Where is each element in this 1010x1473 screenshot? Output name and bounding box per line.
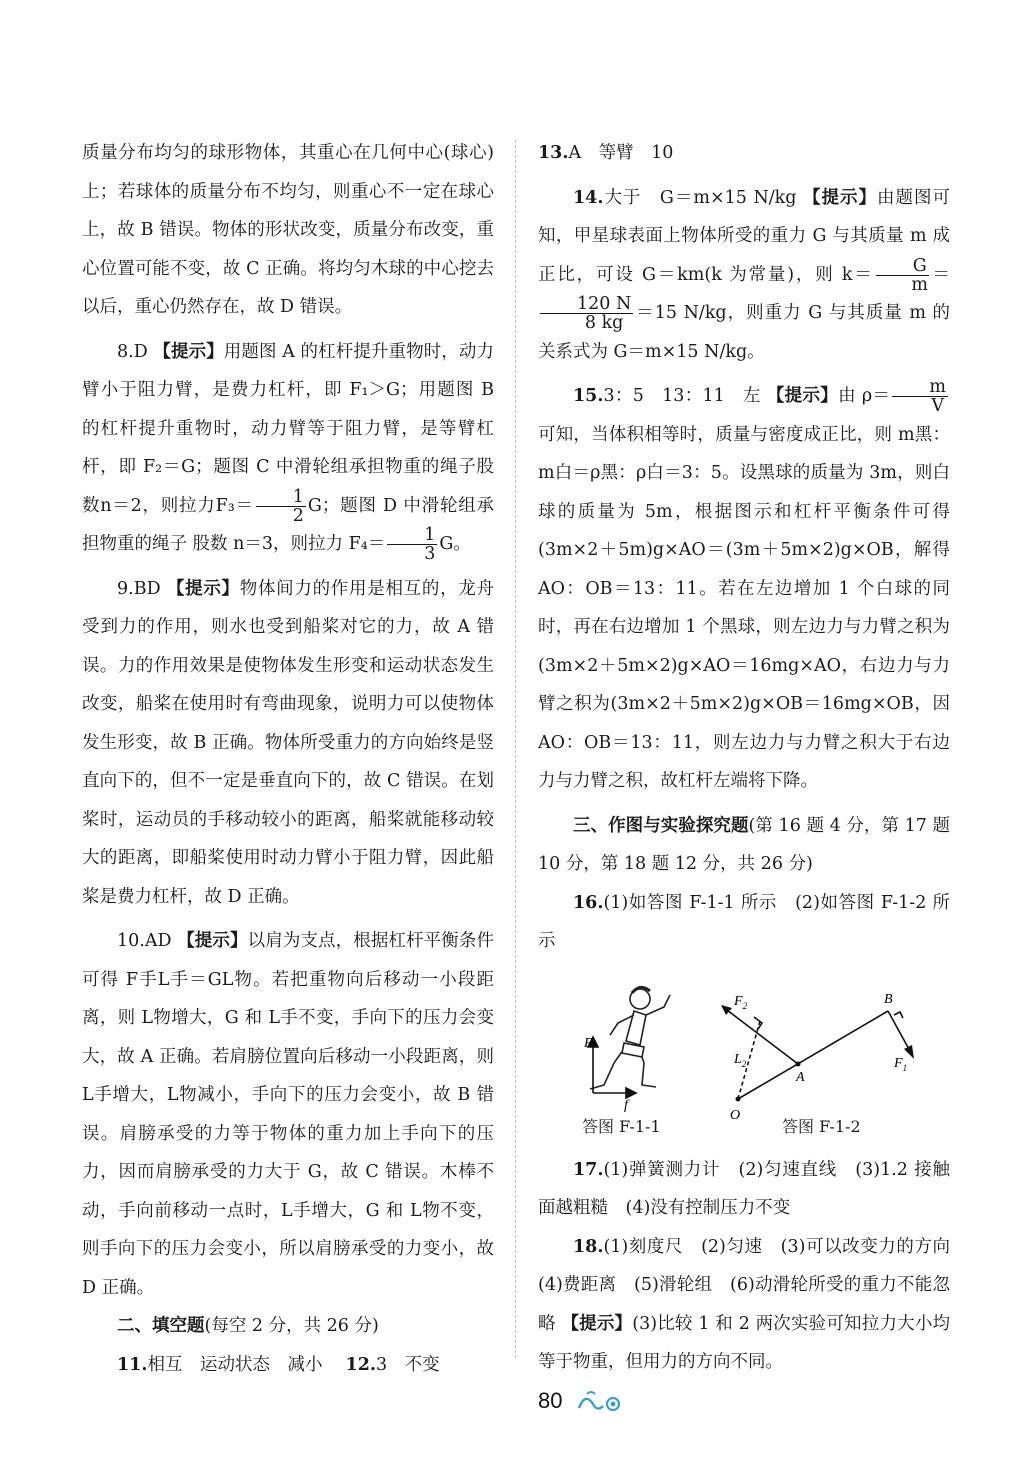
q8-text-1: 用题图 A 的杠杆提升重物时，动力臂小于阻力臂，是费力杠杆，即 F₁＞G；用题图 B 的杠杆提升重物时，动力臂等于阻力臂，是等臂杠杆，即 F₂＝G；题图 C 中滑轮组承担物重的绳子股数n＝2，则拉力F₃＝ (82, 341, 495, 516)
q14-number: 14. (573, 187, 604, 208)
q16-text: (1)如答图 F-1-1 所示 (2)如答图 F-1-2 所示 (538, 892, 950, 951)
fig2-label-B: B (884, 991, 893, 1007)
q11-q12 (82, 1346, 494, 1385)
section-3-note: (第 16 题 4 分，第 17 题 10 分，第 18 题 12 分，共 26 分) (538, 815, 951, 874)
fig2-point-O (736, 1096, 741, 1101)
fig2-right-angle-2 (894, 1012, 903, 1018)
section-3-title: 三、作图与实验探究题 (573, 815, 749, 836)
left-column (82, 134, 494, 1384)
right-column (538, 134, 968, 1382)
q7-continuation: 质量分布均匀的球形物体，其重心在几何中心(球心)上；若球体的质量分布不均匀，则重心不一定在球心上，故 B 错误。物体的形状改变，质量分布改变，重心位置可能不变，故 C 正确。将均匀木球的中心挖去以后，重心仍然存在，故 D 错误。 (82, 143, 494, 317)
q17-text: (1)弹簧测力计 (2)匀速直线 (3)1.2 接触面越粗糙 (4)没有控制压力不变 (538, 1159, 950, 1218)
fig2-right-angle-1 (754, 1017, 762, 1029)
q18-text-1: (1)刻度尺 (2)匀速 (3)可以改变力的方向 (4)费距离 (5)滑轮组 (6)动滑轮所受的重力不能忽略 (538, 1236, 968, 1334)
runner-figure (590, 987, 670, 1089)
q8-number: 8. (117, 341, 134, 362)
q8 (82, 333, 494, 564)
fig2-point-A (796, 1061, 801, 1066)
section-2-title: 二、填空题 (117, 1316, 205, 1336)
q10-hint-label: 【提示】 (177, 931, 248, 951)
fig1-label-f: f (624, 1097, 628, 1113)
decorative-swirl-icon (575, 1388, 627, 1416)
q18 (538, 1228, 968, 1382)
fig2-force-F1-line (888, 1011, 910, 1051)
q17 (538, 1151, 950, 1228)
q15-text-1: 3：5 13：11 左 (603, 386, 761, 406)
q17-number: 17. (573, 1159, 604, 1180)
answer-figures (538, 969, 950, 1123)
q15-text-2: 由 ρ＝ (838, 386, 891, 406)
q15-fraction-m-over-v: $\frac{m}{V}$ (892, 378, 948, 415)
runner-torso (626, 1011, 646, 1045)
q9-text: 物体间力的作用是相互的，龙舟受到力的作用，则水也受到船桨对它的力，故 A 错误。力的作用效果是使物体发生形变和运动状态发生改变，船桨在使用时有弯曲现象，说明力可以使物体发生形变，故 B 正确。物体所受重力的方向始终是竖直向下的，但不一定是垂直向下的，故 C 错误。在划桨时，运动员的手移动较小的距离，船桨就能移动较大的距离，即船桨使用时动力臂小于阻力臂，因此船桨是费力杠杆，故 D 正确。 (82, 578, 495, 907)
q13-text: A 等臂 10 (568, 143, 674, 163)
section-2-heading (82, 1307, 494, 1346)
q10-answer: AD (144, 931, 172, 951)
page-number: 80 (538, 1388, 563, 1413)
fig1-force-f (593, 1088, 636, 1098)
section-3-heading (538, 807, 950, 884)
q8-hint-label: 【提示】 (153, 341, 224, 362)
q14-fraction-g-over-m: $\frac{G}{m}$ (876, 257, 929, 294)
q12-text: 3 不变 (375, 1354, 440, 1375)
q14-text-1: 大于 G＝m×15 N/kg (603, 187, 797, 208)
q14-text-3: ＝ (930, 264, 951, 285)
q8-fraction-third: $\frac{1}{3}$ (387, 526, 437, 563)
fig2-label-L2: $L_2$ (734, 1051, 747, 1069)
fig2-caption: 答图 F-1-2 (782, 1116, 861, 1136)
q12-number: 12. (345, 1354, 376, 1375)
q10 (82, 922, 494, 1307)
section-2-note: (每空 2 分，共 26 分) (204, 1316, 379, 1336)
q8-text-3: G。 (439, 534, 471, 554)
figure-captions (538, 1111, 950, 1151)
q9 (82, 570, 494, 917)
q10-number: 10. (117, 931, 145, 951)
q14-hint-label: 【提示】 (803, 187, 878, 208)
figures-svg (538, 969, 950, 1123)
lever-diagram (723, 1007, 910, 1099)
q15-number: 15. (573, 386, 604, 406)
q14-fraction-120n-8kg: $\frac{120 N}{8 kg}$ (540, 295, 633, 332)
q8-fraction-half: $\frac{1}{2}$ (256, 488, 306, 525)
q16-number: 16. (573, 892, 604, 913)
fig2-F1-arrowhead (904, 1045, 914, 1059)
fig2-label-A: A (796, 1069, 805, 1085)
q11-text: 相互 运动状态 减小 (147, 1354, 323, 1375)
q15-hint-label: 【提示】 (766, 386, 839, 406)
fig1-label-F: F (584, 1035, 593, 1051)
q9-hint-label: 【提示】 (166, 578, 240, 599)
q8-answer: D (133, 341, 148, 362)
q14-text-4: ＝15 N/kg，则重力 G 与其质量 m 的关系式为 G＝m×15 N/kg。 (538, 303, 950, 362)
q14 (538, 179, 950, 372)
q18-number: 18. (573, 1236, 604, 1257)
q13 (538, 134, 950, 173)
q18-text-2: (3)比较 1 和 2 两次实验可知拉力大小均等于物重，但用力的方向不同。 (538, 1313, 951, 1372)
fig2-label-F1: $F_1$ (894, 1055, 908, 1073)
q18-hint-label: 【提示】 (561, 1313, 633, 1334)
q10-text: 以肩为支点，根据杠杆平衡条件可得 F手L手＝GL物。若把重物向后移动一小段距离，则 L物增大，G 和 L手不变，手向下的压力会变大，故 A 正确。若肩膀位置向后移动一小段距离，则 L手增大，L物减小，手向下的压力会变小，故 B 错误。肩膀承受的力等于物体的重力加上手向下的压力，因而肩膀承受的力大于 G，故 C 错误。木棒不动，手向前移动一点时，L手增大，G 和 L物不变，则手向下的压力会变小，所以肩膀承受的力变小，故 D 正确。 (82, 931, 495, 1298)
q13-number: 13. (538, 143, 569, 163)
column-divider (515, 140, 516, 1358)
q11-number: 11. (117, 1354, 148, 1375)
q8-text-2: G；题图 D 中滑轮组承担物重的绳子 股数 n＝3，则拉力 F₄＝ (82, 495, 494, 554)
q15-text-3: 可知，当体积相等时，质量与密度成正比，则 m黑：m白＝ρ黑：ρ白＝3：5。设黑球的质量为 3m，则白球的质量为 5m，根据图示和杠杆平衡条件可得(3m×2＋5m)g×AO＝(3m＋5m×2)g×OB，解得 AO：OB＝13：11。若在左边增加 1 个白球的同时，再在右边增加 1 个黑球，则左边力与力臂之积为(3m×2＋5m×2)g×AO＝16mg×AO，右边力与力臂之积为(3m×2＋5m×2)g×OB＝16mg×OB，因 AO：OB＝13：11，则左边力与力臂之积大于右边力与力臂之积，故杠杆左端将下降。 (538, 424, 950, 791)
q16 (538, 884, 950, 961)
q9-number: 9. (117, 578, 134, 599)
q9-answer: BD (133, 578, 161, 599)
q14-text-2: 由题图可知，甲星球表面上物体所受的重力 G 与其质量 m 成正比，可设 G＝km(k 为常量)，则 k＝ (538, 187, 950, 285)
q15 (538, 377, 950, 801)
fig2-label-F2: $F_2$ (734, 993, 748, 1011)
fig2-label-O: O (730, 1107, 741, 1123)
fig1-caption: 答图 F-1-1 (582, 1116, 661, 1136)
